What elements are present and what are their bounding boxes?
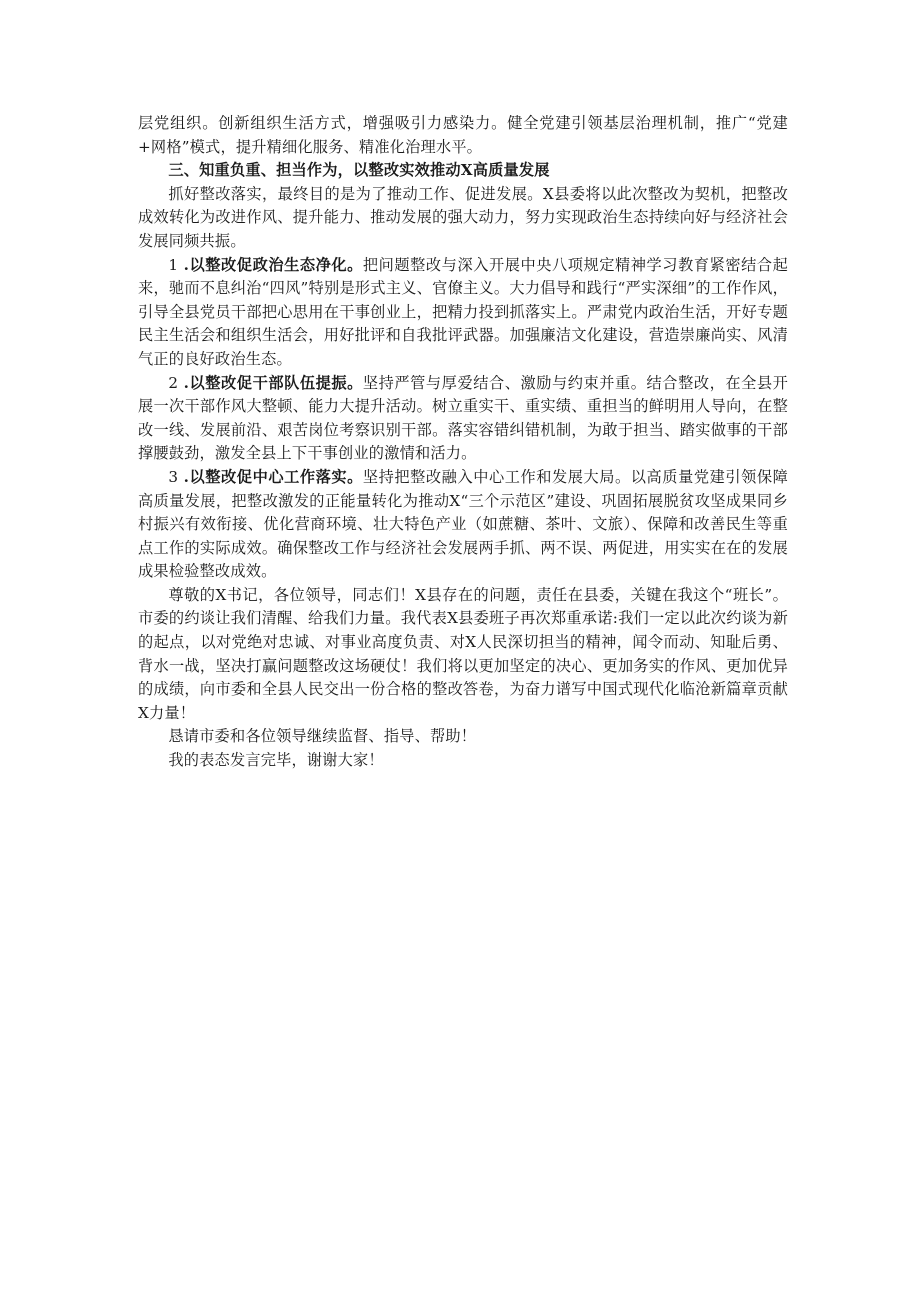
item-title: .以整改促政治生态净化。 [183,255,363,274]
item-number: 3 [168,467,179,486]
list-item [138,372,788,466]
section-heading: 三、知重负重、担当作为，以整改实效推动X高质量发展 [168,161,550,180]
closing-thanks: 我的表态发言完毕，谢谢大家！ [168,751,384,770]
closing-request: 恳请市委和各位领导继续监督、指导、帮助！ [168,727,477,746]
item-body: 坚持把整改融入中心工作和发展大局。以高质量党建引领保障高质量发展，把整改激发的正能量转化为推动X“三个示范区”建设、巩固拓展脱贫攻坚成果同乡村振兴有效衔接、优化营商环境、壮大特色产业（如蔗糖、茶叶、文旅）、保障和改善民生等重点工作的实际成效。确保整改工作与经济社会发展两手抓、两不误、两促进，用实实在在的发展成果检验整改成效。 [138,467,789,581]
list-item [138,254,788,372]
item-number: 2 [168,373,179,392]
item-body: 把问题整改与深入开展中央八项规定精神学习教育紧密结合起来，驰而不息纠治“四风”特别是形式主义、官僚主义。大力倡导和践行“严实深细”的工作作风，引导全县党员干部把心思用在干事创业上，把精力投到抓落实上。严肃党内政治生活，开好专题民主生活会和组织生活会，用好批评和自我批评武器。加强廉洁文化建设，营造崇廉尚实、风清气正的良好政治生态。 [138,255,789,368]
item-title: .以整改促干部队伍提振。 [183,373,363,392]
closing-paragraph: 尊敬的X书记，各位领导，同志们！X县存在的问题，责任在县委，关键在我这个“班长”。市委的约谈让我们清醒、给我们力量。我代表X县委班子再次郑重承诺:我们一定以此次约谈为新的起点，以对党绝对忠诚、对事业高度负责、对X人民深切担当的精神，闻令而动、知耻后勇、背水一战，坚决打赢问题整改这场硬仗！我们将以更加坚定的决心、更加务实的作风、更加优异的成绩，向市委和全县人民交出一份合格的整改答卷，为奋力谱写中国式现代化临沧新篇章贡献X力量！ [138,585,788,722]
paragraph-continued: 层党组织。创新组织生活方式，增强吸引力感染力。健全党建引领基层治理机制，推广“党建+网格”模式，提升精细化服务、精准化治理水平。 [138,114,788,156]
item-body: 坚持严管与厚爱结合、激励与约束并重。结合整改，在全县开展一次干部作风大整顿、能力大提升活动。树立重实干、重实绩、重担当的鲜明用人导向，在整改一线、发展前沿、艰苦岗位考察识别干部。落实容错纠错机制，为敢于担当、踏实做事的干部撑腰鼓劲，激发全县上下干事创业的激情和活力。 [138,373,789,463]
section-intro-paragraph: 抓好整改落实，最终目的是为了推动工作、促进发展。X县委将以此次整改为契机，把整改成效转化为改进作风、提升能力、推动发展的强大动力，努力实现政治生态持续向好与经济社会发展同频共振。 [138,184,788,250]
item-title: .以整改促中心工作落实。 [183,467,363,486]
item-number: 1 [168,255,179,274]
document-body [138,112,788,773]
list-item [138,466,788,584]
